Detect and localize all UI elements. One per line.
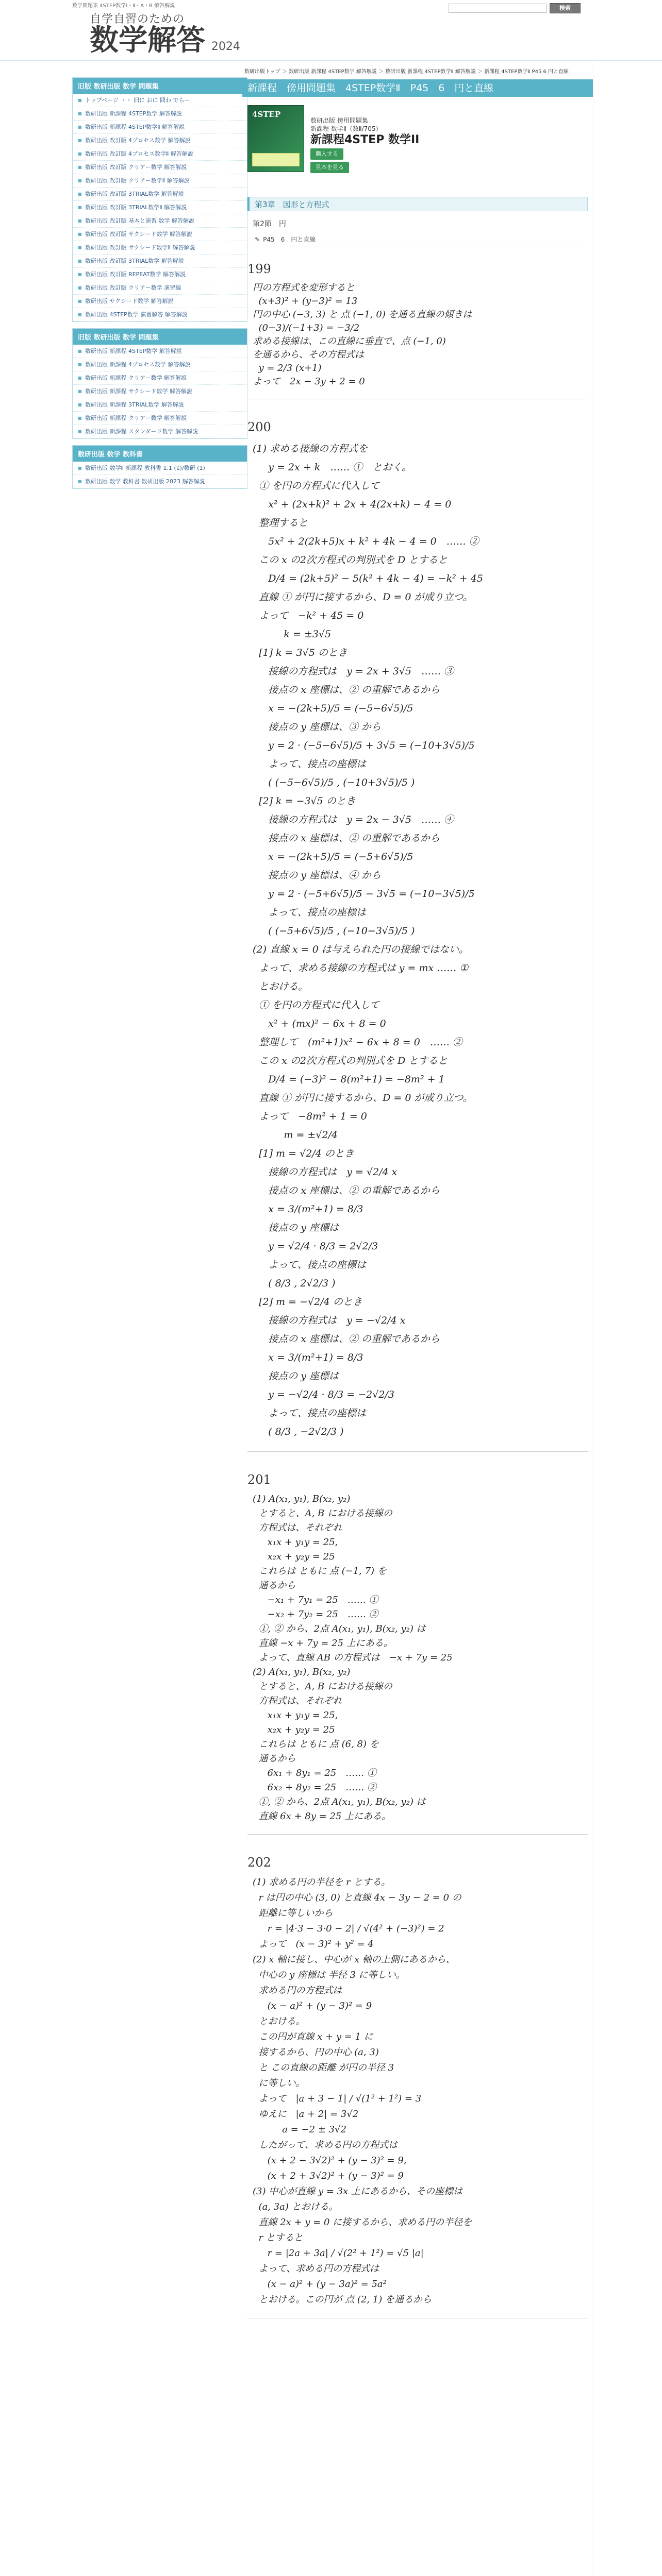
solution-line: y = 2 · (−5−6√5)/5 + 3√5 = (−10+3√5)/5 xyxy=(253,740,475,751)
solution-line: これらは ともに 点 (−1, 7) を xyxy=(253,1566,387,1577)
search-area xyxy=(449,3,581,13)
solution-line: r とすると xyxy=(253,2232,303,2243)
sidebar-block-2 xyxy=(72,328,247,439)
solution-line: 接点の x 座標は、② の重解であるから xyxy=(253,684,440,696)
sidebar xyxy=(72,77,247,495)
solution-line: とすると、A, B における接線の xyxy=(253,1508,392,1519)
solution-line: D/4 = (−3)² − 8(m²+1) = −8m² + 1 xyxy=(253,1074,445,1085)
solution-line: x₂x + y₂y = 25 xyxy=(253,1724,335,1735)
solution-line: (x + 2 − 3√2)² + (y − 3)² = 9, xyxy=(253,2155,407,2166)
sidebar-link[interactable]: ■ 数研出版 新課程 3TRIAL数学 解答解説 xyxy=(73,398,247,412)
solution-image xyxy=(242,434,593,1451)
solution-line: に等しい。 xyxy=(253,2078,305,2089)
sidebar-link[interactable]: ■ 数研出版 4STEP数学 演習解答 解答解説 xyxy=(73,308,247,321)
solution-line: 直線 2x + y = 0 に接するから、求める円の半径を xyxy=(253,2217,472,2228)
problem-divider xyxy=(247,1834,588,1835)
solution-line: 求める接線は、この直線に垂直で、点 (−1, 0) xyxy=(253,336,446,347)
sidebar-link[interactable]: ■ 数研出版 改訂版 サクシード数学 解答解説 xyxy=(73,228,247,241)
solution-line: 方程式は、それぞれ xyxy=(253,1522,342,1533)
solution-line: よって、直線 AB の方程式は −x + 7y = 25 xyxy=(253,1652,453,1663)
solution-line: 通るから xyxy=(253,1753,296,1764)
solution-line: (x − a)² + (y − 3)² = 9 xyxy=(253,2001,372,2011)
solution-line: 距離に等しいから xyxy=(253,1908,333,1919)
problem-block xyxy=(242,1855,593,2318)
solution-line: ゆえに |a + 2| = 3√2 xyxy=(253,2109,359,2120)
sidebar-link[interactable]: ■ 数研出版 改訂版 4プロセス数学 解答解説 xyxy=(73,134,247,147)
solution-image xyxy=(242,1487,593,1834)
solution-line: (1) 求める接線の方程式を xyxy=(253,443,368,454)
solution-line: 直線 ① が円に接するから、D = 0 が成り立つ。 xyxy=(253,1092,473,1104)
pencil-icon: ✎ xyxy=(255,235,260,243)
solution-line: したがって、求める円の方程式は xyxy=(253,2140,398,2150)
sidebar-link[interactable]: ■ 数研出版 改訂版 3TRIAL数学 解答解説 xyxy=(73,188,247,201)
sidebar-link[interactable]: ■ 数研出版 改訂版 3TRIAL数学Ⅱ 解答解説 xyxy=(73,201,247,214)
solution-line: (a, 3a) とおける。 xyxy=(253,2201,338,2212)
solution-line: 方程式は、それぞれ xyxy=(253,1696,342,1706)
brand-year: 2024 xyxy=(211,40,240,53)
solution-line: 通るから xyxy=(253,1580,296,1591)
sample-button[interactable]: 見本を見る xyxy=(310,162,349,173)
solution-line: r = |4·3 − 3·0 − 2| / √(4² + (−3)²) = 2 xyxy=(253,1923,444,1934)
problem-number: 201 xyxy=(247,1472,271,1487)
solution-line: 接線の方程式は y = √2/4 x xyxy=(253,1166,398,1178)
solution-line: a = −2 ± 3√2 xyxy=(253,2124,346,2135)
solution-line: 円の中心 (−3, 3) と 点 (−1, 0) を通る直線の傾きは xyxy=(253,309,472,320)
sidebar-link[interactable]: ■ 数研出版 新課程 4プロセス数学 解答解説 xyxy=(73,358,247,371)
solution-line: 5x² + 2(2k+5)x + k² + 4k − 4 = 0 …… ② xyxy=(253,536,479,547)
solution-line: (x + 2 + 3√2)² + (y − 3)² = 9 xyxy=(253,2171,404,2181)
brand-main-row xyxy=(90,26,240,55)
solution-line: (2) A(x₁, y₁), B(x₂, y₂) xyxy=(253,1667,351,1677)
problem-block xyxy=(242,1472,593,1835)
solution-line: y = −√2/4 · 8/3 = −2√2/3 xyxy=(253,1389,394,1400)
buy-button[interactable]: 購入する xyxy=(310,148,343,160)
solution-line: (x − a)² + (y − 3a)² = 5a² xyxy=(253,2279,387,2290)
solution-line: [1] k = 3√5 のとき xyxy=(253,647,347,658)
solution-line: とおける。 xyxy=(253,981,308,992)
sidebar-link[interactable]: ■ 数研出版 改訂版 クリアー数学 演習編 xyxy=(73,281,247,295)
solution-line: (x+3)² + (y−3)² = 13 xyxy=(253,296,358,307)
solution-line: m = ±√2/4 xyxy=(253,1129,338,1141)
solution-line: [2] k = −3√5 のとき xyxy=(253,795,356,807)
solution-image xyxy=(242,276,593,399)
sidebar-link[interactable]: ■ 数研出版 数学Ⅱ 新課程 教科書 1.1 (1)/数研 (1) xyxy=(73,462,247,475)
book-details xyxy=(310,105,419,173)
section-heading: 第3章 図形と方程式 xyxy=(247,197,588,211)
solution-line: 6x₂ + 8y₂ = 25 …… ② xyxy=(253,1782,376,1793)
solution-line: (1) A(x₁, y₁), B(x₂, y₂) xyxy=(253,1494,351,1504)
search-button[interactable]: 検索 xyxy=(550,3,581,13)
solution-line: 接点の y 座標は、③ から xyxy=(253,721,382,733)
solution-line: −x₁ + 7y₁ = 25 …… ① xyxy=(253,1595,378,1605)
book-cover-tag xyxy=(252,153,300,166)
book-line1: 数研出版 傍用問題集 xyxy=(310,117,368,124)
sidebar-link[interactable]: ■ 数研出版 数学 教科書 数研出版 2023 解答解説 xyxy=(73,475,247,488)
solution-line: とおける。この円が 点 (2, 1) を通るから xyxy=(253,2294,432,2305)
sidebar-block-title: 旧版 数研出版 数学 問題集 xyxy=(73,329,247,345)
solution-line: y = 2x + k …… ① とおく。 xyxy=(253,462,411,473)
solution-line: この x の2次方程式の判別式を D とすると xyxy=(253,1055,448,1066)
solution-line: よって、接点の座標は xyxy=(253,1259,366,1270)
solution-line: よって、接点の座標は xyxy=(253,758,366,770)
solution-line: x = −(2k+5)/5 = (−5+6√5)/5 xyxy=(253,851,413,862)
solution-line: よって |a + 3 − 1| / √(1² + 1²) = 3 xyxy=(253,2093,422,2104)
book-cover-image[interactable] xyxy=(247,105,304,172)
subsection-heading: 第2節 円 xyxy=(253,220,286,228)
solution-line: y = 2/3 (x+1) xyxy=(253,363,322,374)
solution-line: k = ±3√5 xyxy=(253,629,332,640)
problem-block xyxy=(242,262,593,399)
solution-line: とおける。 xyxy=(253,2016,305,2027)
sidebar-link[interactable]: ■ 数研出版 新課程 4STEP数学 解答解説 xyxy=(73,107,247,121)
solution-line: r は円の中心 (3, 0) と直線 4x − 3y − 2 = 0 の xyxy=(253,1892,461,1903)
header-tagline: 数学問題集 4STEP数学Ⅰ・Ⅱ・A・B 解答解説 xyxy=(72,3,175,9)
solution-line: x = −(2k+5)/5 = (−5−6√5)/5 xyxy=(253,703,413,714)
solution-line: とすると、A, B における接線の xyxy=(253,1681,392,1692)
solution-line: よって −k² + 45 = 0 xyxy=(253,610,364,621)
solution-line: ( 8/3 , 2√2/3 ) xyxy=(253,1278,336,1289)
solution-line: 接点の y 座標は、④ から xyxy=(253,870,382,881)
solution-line: (1) 求める円の半径を r とする。 xyxy=(253,1877,391,1888)
page-title xyxy=(242,79,593,97)
solution-line: 接点の x 座標は、② の重解であるから xyxy=(253,1333,440,1345)
solution-line: 整理して (m²+1)x² − 6x + 8 = 0 …… ② xyxy=(253,1037,462,1048)
solution-line: 接点の x 座標は、② の重解であるから xyxy=(253,833,440,844)
problem-number: 200 xyxy=(247,420,271,434)
solution-line: x₂x + y₂y = 25 xyxy=(253,1551,335,1562)
solution-line: ( (−5+6√5)/5 , (−10−3√5)/5 ) xyxy=(253,925,415,937)
sidebar-link[interactable]: ■ トップページ ・・ 旧に おに 問わ でらー xyxy=(73,94,247,107)
brand-main: 数学解答 xyxy=(90,24,205,57)
solution-image xyxy=(242,1870,593,2318)
solution-line: 接線の方程式は y = −√2/4 x xyxy=(253,1315,406,1326)
solution-line: [1] m = √2/4 のとき xyxy=(253,1148,354,1159)
solution-line: ①, ② から、2点 A(x₁, y₁), B(x₂, y₂) は xyxy=(253,1623,426,1634)
solution-line: x = 3/(m²+1) = 8/3 xyxy=(253,1352,363,1363)
search-input[interactable] xyxy=(449,4,547,13)
solution-line: 中心の y 座標は 半径 3 に等しい。 xyxy=(253,1970,405,1980)
sidebar-link[interactable]: ■ 数研出版 改訂版 REPEAT数学 解答解説 xyxy=(73,268,247,281)
book-cover-label: 4STEP xyxy=(252,110,281,119)
topic-heading-text: P45 6 円と直線 xyxy=(263,236,316,243)
solution-line: 接線の方程式は y = 2x + 3√5 …… ③ xyxy=(253,666,454,677)
book-info xyxy=(242,97,593,181)
problem-divider xyxy=(247,1451,588,1452)
solution-line: x² + (mx)² − 6x + 8 = 0 xyxy=(253,1018,386,1029)
sidebar-block-title: 数研出版 数学 教科書 xyxy=(73,446,247,462)
solution-line: 接するから、円の中心 (a, 3) xyxy=(253,2047,379,2058)
solution-line: を通るから、その方程式は xyxy=(253,349,364,360)
solution-line: (2) x 軸に接し、中心が x 軸の上側にあるから、 xyxy=(253,1954,455,1965)
page-title-text: 新課程 傍用問題集 4STEP数学Ⅱ P45 6 円と直線 xyxy=(247,82,494,94)
solution-line: y = 2 · (−5+6√5)/5 − 3√5 = (−10−3√5)/5 xyxy=(253,888,475,900)
solution-line: y = √2/4 · 8/3 = 2√2/3 xyxy=(253,1241,378,1252)
solution-line: ① を円の方程式に代入して xyxy=(253,480,380,492)
solution-line: よって、求める円の方程式は xyxy=(253,2263,379,2274)
sidebar-block-title: 旧版 数研出版 数学 問題集 xyxy=(73,78,247,94)
solution-line: 接点の y 座標は xyxy=(253,1222,339,1233)
solution-line: x² + (2x+k)² + 2x + 4(2x+k) − 4 = 0 xyxy=(253,499,452,510)
solution-line: 整理すると xyxy=(253,517,308,529)
solution-line: ① を円の方程式に代入して xyxy=(253,999,380,1011)
solution-line: 接点の y 座標は xyxy=(253,1370,339,1382)
solution-line: この円が直線 x + y = 1 に xyxy=(253,2031,373,2042)
sidebar-link[interactable]: ■ 数研出版 改訂版 3TRIAL数学 解答解説 xyxy=(73,255,247,268)
problem-block xyxy=(242,420,593,1452)
solution-line: [2] m = −√2/4 のとき xyxy=(253,1296,362,1308)
solution-line: よって、求める接線の方程式は y = mx …… ① xyxy=(253,962,469,974)
solution-line: 6x₁ + 8y₁ = 25 …… ① xyxy=(253,1768,376,1778)
brand-sub: 自学自習のための xyxy=(90,13,185,26)
sidebar-link[interactable]: ■ 数研出版 新課程 サクシード数学 解答解説 xyxy=(73,385,247,398)
main-content xyxy=(242,61,593,2318)
solution-line: −x₂ + 7y₂ = 25 …… ② xyxy=(253,1609,378,1620)
solution-line: よって 2x − 3y + 2 = 0 xyxy=(253,376,365,387)
sidebar-link[interactable]: ■ 数研出版 新課程 4STEP数学 解答解説 xyxy=(73,345,247,358)
solution-line: これらは ともに 点 (6, 8) を xyxy=(253,1739,379,1750)
solution-line: 直線 6x + 8y = 25 上にある。 xyxy=(253,1811,391,1822)
sidebar-link[interactable]: ■ 数研出版 新課程 クリアー数学 解答解説 xyxy=(73,412,247,425)
solution-line: よって、接点の座標は xyxy=(253,907,366,918)
solution-line: 接点の x 座標は、② の重解であるから xyxy=(253,1185,440,1196)
solution-line: 直線 ① が円に接するから、D = 0 が成り立つ。 xyxy=(253,591,473,603)
sidebar-link[interactable]: ■ 数研出版 改訂版 クリアー数学Ⅱ 解答解説 xyxy=(73,174,247,188)
solution-line: この x の2次方程式の判別式を D とすると xyxy=(253,554,448,566)
problem-number: 202 xyxy=(247,1855,271,1870)
solution-line: よって −8m² + 1 = 0 xyxy=(253,1111,367,1122)
sidebar-link[interactable]: ■ 数研出版 改訂版 4プロセス数学Ⅱ 解答解説 xyxy=(73,147,247,161)
solution-line: x₁x + y₁y = 25, xyxy=(253,1710,338,1721)
solution-line: (2) 直線 x = 0 は与えられた円の接線ではない。 xyxy=(253,944,469,955)
sidebar-block-3 xyxy=(72,445,247,489)
solution-line: (3) 中心が直線 y = 3x 上にあるから、その座標は xyxy=(253,2186,462,2197)
solution-line: 求める円の方程式は xyxy=(253,1985,342,1996)
sidebar-link[interactable]: ■ 数研出版 新課程 4STEP数学Ⅱ 解答解説 xyxy=(73,121,247,134)
book-line2: 新課程 数学Ⅱ（数Ⅱ/705） xyxy=(310,125,382,132)
solution-line: よって、接点の座標は xyxy=(253,1408,366,1419)
solution-line: (0−3)/(−1+3) = −3/2 xyxy=(253,323,360,333)
site-logo[interactable] xyxy=(90,10,240,55)
sidebar-link[interactable]: ■ 数研出版 新課程 クリアー数学 解答解説 xyxy=(73,371,247,385)
breadcrumb[interactable]: 数研出版トップ ＞ 数研出版 新課程 4STEP数学 解答解説 ＞ 数研出版 新課程 4STEP数学Ⅱ 解答解説 ＞ 新課程 4STEP数学Ⅱ P45 6 円と直線 xyxy=(244,69,569,75)
sidebar-link[interactable]: ■ 数研出版 改訂版 サクシード数学Ⅱ 解答解説 xyxy=(73,241,247,255)
site-header xyxy=(0,0,662,61)
sidebar-block-1 xyxy=(72,77,247,322)
problem-number: 199 xyxy=(247,262,271,276)
sidebar-link[interactable]: ■ 数研出版 改訂版 基本と演習 数学 解答解説 xyxy=(73,214,247,228)
solution-line: と この直線の距離 が円の半径 3 xyxy=(253,2062,394,2073)
solution-line: ( (−5−6√5)/5 , (−10+3√5)/5 ) xyxy=(253,777,415,788)
solution-line: r = |2a + 3a| / √(2² + 1²) = √5 |a| xyxy=(253,2248,424,2259)
solution-line: 円の方程式を変形すると xyxy=(253,282,355,293)
solution-line: D/4 = (2k+5)² − 5(k² + 4k − 4) = −k² + 45 xyxy=(253,573,483,584)
solution-line: 直線 −x + 7y = 25 上にある。 xyxy=(253,1638,393,1649)
solution-line: よって (x − 3)² + y² = 4 xyxy=(253,1939,374,1950)
topic-heading xyxy=(247,233,588,246)
problem-list xyxy=(242,262,593,2318)
sidebar-link[interactable]: ■ 数研出版 新課程 スタンダード数学 解答解説 xyxy=(73,425,247,438)
sidebar-link[interactable]: ■ 数研出版 改訂版 クリアー数学 解答解説 xyxy=(73,161,247,174)
solution-line: 接線の方程式は y = 2x − 3√5 …… ④ xyxy=(253,814,454,825)
book-title: 新課程4STEP 数学II xyxy=(310,133,420,146)
solution-line: x = 3/(m²+1) = 8/3 xyxy=(253,1204,363,1215)
solution-line: ①, ② から、2点 A(x₁, y₁), B(x₂, y₂) は xyxy=(253,1797,426,1807)
solution-line: ( 8/3 , −2√2/3 ) xyxy=(253,1426,344,1437)
solution-line: x₁x + y₁y = 25, xyxy=(253,1537,338,1548)
sidebar-link[interactable]: ■ 数研出版 サクシード数学 解答解説 xyxy=(73,295,247,308)
